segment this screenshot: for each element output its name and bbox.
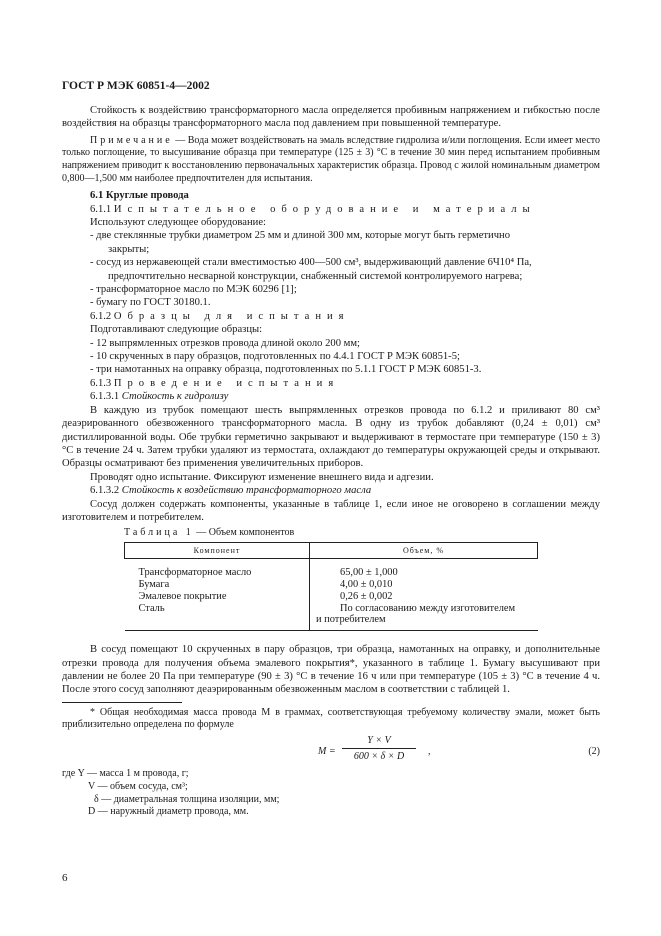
equipment-item: - сосуд из нержавеющей стали вместимостью 400—500 см³, выдерживающий давление 6Ч10⁴ Па, <box>90 257 532 269</box>
component-name: Трансформаторное масло <box>138 567 252 579</box>
equipment-item-cont: предпочтительно несварной конструкции, снабженный системой контролируемого нагрева; <box>108 270 523 282</box>
formula-2 <box>62 734 600 768</box>
section-6-1-3-heading <box>62 377 600 390</box>
component-volume-cont: и потребителем <box>316 614 386 626</box>
equipment-item: - две стеклянные трубки диаметром 25 мм и длиной 300 мм, которые могут быть герметично <box>90 230 510 242</box>
section-6-1-title: 6.1 Круглые провода <box>90 190 189 202</box>
formula-legend <box>62 768 600 819</box>
section-6-1-2-title: Образцы для испытания <box>113 310 350 322</box>
section-6-1-2-heading <box>62 310 600 323</box>
sample-item: - 12 выпрямленных отрезков провода длиной около 200 мм; <box>90 337 360 349</box>
component-volume: По согласованию между изготовителем <box>340 602 516 614</box>
equipment-item-cont: закрыты; <box>108 243 150 255</box>
section-6-1-3-1-number: 6.1.3.1 <box>90 391 120 403</box>
table-header-volume: Объем, % <box>310 542 538 558</box>
section-6-1-3-1-title: Стойкость к гидролизу <box>121 391 229 403</box>
note-text: — Вода может воздействовать на эмаль вследствие гидролиза и/или поглощения. Если имеет место только поглощение, то высушивание образца при температуре (125 ± 3) °С в течение 30 мин перед испытанием пробивным напряжением приводит к восстановлению первоначальных характеристик образца. Провод с жилой номинальным диаметром 0,800—1,500 мм наиболее предпочтителен для испытания. <box>62 134 600 184</box>
formula-lhs: M = <box>318 745 336 757</box>
section-6-1-1-title: Испытательное оборудование и материалы <box>113 203 536 215</box>
table-cell-volumes <box>310 559 538 631</box>
table-title: — Объем компонентов <box>193 527 295 539</box>
table-header-row <box>125 542 538 558</box>
table-row <box>125 559 538 631</box>
table-cell-components <box>125 559 310 631</box>
section-6-1-3-title: Проведение испытания <box>113 377 340 389</box>
hydrolysis-result-paragraph: Проводят одно испытание. Фиксируют изменение внешнего вида и адгезии. <box>90 471 434 483</box>
section-6-1-3-2-number: 6.1.3.2 <box>90 485 120 497</box>
component-volume: 65,00 ± 1,000 <box>340 567 398 579</box>
samples-intro: Подготавливают следующие образцы: <box>90 324 263 336</box>
sample-item: - 10 скрученных в пару образцов, подготовленных по 4.4.1 ГОСТ Р МЭК 60851-5; <box>90 351 460 363</box>
table-label: Таблица 1 <box>124 527 194 539</box>
hydrolysis-paragraph: В каждую из трубок помещают шесть выпрямленных отрезков провода по 6.1.2 и приливают 80 см³ деаэрированного обезвоженного трансформаторного масла. В одну из трубок добавляют (0,24 ± 0,01) см³ дистиллированной воды. Обе трубки герметично закрывают и выдерживают в термостате при температуре (150 ± 3) °С в течение 24 ч. Затем трубки удаляют из термостата, охлаждают до температуры окружающей среды и открывают. Образцы осматривают без применения увеличительных приборов. <box>62 404 600 470</box>
component-name: Бумага <box>138 578 170 590</box>
footnote-divider <box>62 702 182 703</box>
equipment-intro: Используют следующее оборудование: <box>90 217 266 228</box>
section-6-1-3-2-heading <box>62 484 600 497</box>
oil-resistance-paragraph: Сосуд должен содержать компоненты, указанные в таблице 1, если иное не оговорено в соглашении между изготовителем и потребителем. <box>62 498 600 523</box>
after-table-paragraph: В сосуд помещают 10 скрученных в пару образцов, три образца, намотанных на оправку, и дополнительные отрезки провода для получения объема эмалевого покрытия*, указанного в таблице 1. Бумагу высушивают при давлении не более 20 Па при температуре (90 ± 3) °С в течение 16 ч или при температуре (105 ± 3) °С в течение 4 ч. После этого сосуд заполняют деаэрированным обезвоженным маслом в соответствии с таблицей 1. <box>62 644 600 696</box>
sample-item: - три намотанных на оправку образца, подготовленных по 5.1.1 ГОСТ Р МЭК 60851-3. <box>90 364 482 376</box>
paragraph-intro: Стойкость к воздействию трансформаторного масла определяется пробивным напряжением и гибкостью после воздействия на образцы трансформаторного масла под давлением при повышенной температуре. <box>62 105 600 130</box>
formula-number: (2) <box>588 745 600 757</box>
section-6-1-2-number: 6.1.2 <box>90 310 112 322</box>
section-6-1-1-number: 6.1.1 <box>90 203 112 215</box>
note-label: Примечание <box>90 134 173 146</box>
table-header-component: Компонент <box>125 542 310 558</box>
components-table <box>124 542 538 631</box>
component-volume: 0,26 ± 0,002 <box>340 590 393 602</box>
formula-denominator: 600 × δ × D <box>353 751 405 763</box>
equipment-item: - трансформаторное масло по МЭК 60296 [1]; <box>90 284 297 296</box>
formula-comma: , <box>428 745 431 757</box>
legend-item: V — объем сосуда, см³; <box>88 780 188 792</box>
formula-fraction <box>342 734 416 764</box>
equipment-item: - бумагу по ГОСТ 30180.1. <box>90 297 211 309</box>
document-header: ГОСТ Р МЭК 60851-4—2002 <box>62 80 210 92</box>
legend-item: D — наружный диаметр провода, мм. <box>88 806 249 818</box>
component-volume: 4,00 ± 0,010 <box>340 578 393 590</box>
legend-item: где Y — масса 1 м провода, г; <box>62 767 189 779</box>
document-body <box>62 104 600 819</box>
note-paragraph <box>62 135 600 185</box>
footnote: * Общая необходимая масса провода M в граммах, соответствующая требуемому количеству эмали, может быть приблизительно определена по формуле <box>62 706 600 731</box>
section-6-1-3-number: 6.1.3 <box>90 377 112 389</box>
section-6-1-3-1-heading <box>62 390 600 403</box>
page-number: 6 <box>62 872 68 884</box>
section-6-1-3-2-title: Стойкость к воздействию трансформаторного масла <box>121 485 372 497</box>
legend-item: δ — диаметральная толщина изоляции, мм; <box>94 793 280 805</box>
table-caption <box>62 526 600 539</box>
component-name: Эмалевое покрытие <box>138 590 227 602</box>
formula-numerator: Y × V <box>342 734 416 749</box>
component-name: Сталь <box>138 602 165 614</box>
section-6-1-1-heading <box>62 203 600 216</box>
